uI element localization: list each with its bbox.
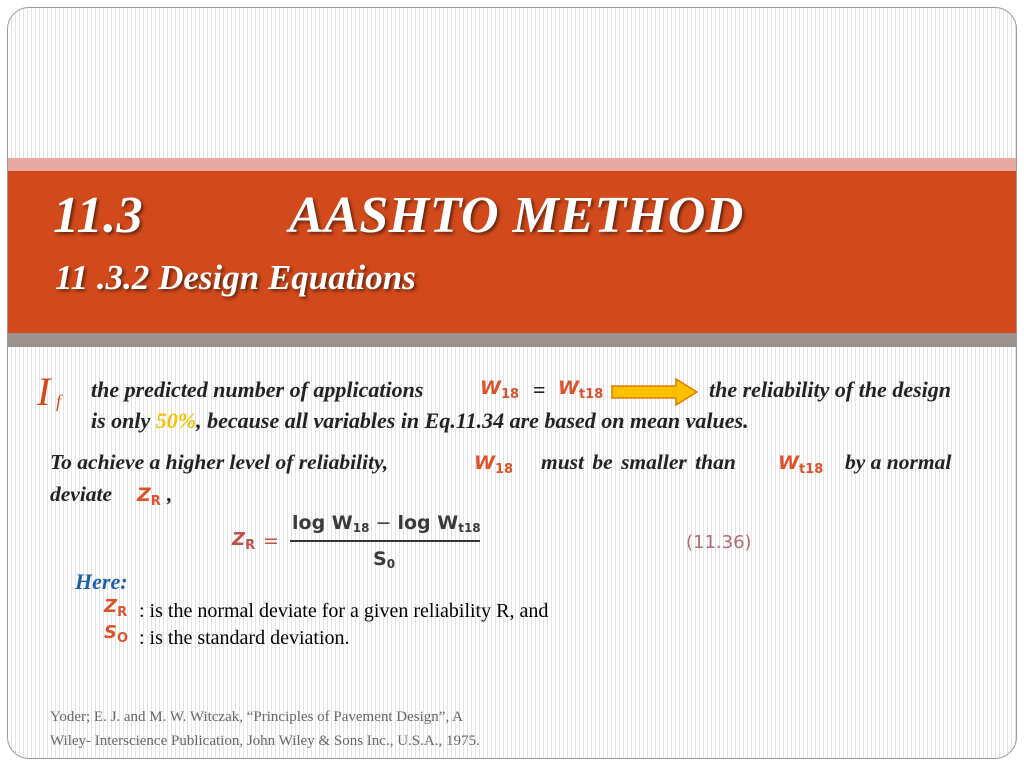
paragraph1-line1-start: the predicted number of applications: [91, 377, 424, 402]
equation-zr: $Z_R$: [232, 529, 256, 553]
paragraph1-line1-end: the reliability of the design: [709, 377, 951, 402]
slide-title: [53, 186, 744, 245]
header-band-top: [8, 158, 1016, 171]
equation-equals: =: [263, 530, 279, 552]
zr-variable: $Z_R$: [137, 484, 161, 509]
reference-line1: Yoder; E. J. and M. W. Witczak, “Principles of Pavement Design”, A: [50, 709, 463, 725]
dropcap-letter: I: [37, 369, 51, 414]
slide-subtitle: 11 .3.2 Design Equations: [55, 258, 416, 297]
paragraph2-line2-a: deviate: [50, 482, 113, 506]
fraction-bar: [290, 540, 480, 542]
definition-zr: $Z_R$: [104, 596, 128, 620]
here-label: Here:: [75, 569, 128, 594]
section-number: 11.3: [53, 187, 144, 244]
wt18-variable: $W_{t18}$: [778, 452, 824, 477]
equation-denominator: $S_0$: [373, 548, 396, 571]
header-band-bottom: [8, 333, 1016, 347]
paragraph2-line2-b: ,: [167, 482, 173, 506]
paragraph2-line1-a: To achieve a higher level of reliability,: [50, 450, 389, 474]
paragraph1-line2: is only 50%, because all variables in Eq.11.34 are based on mean values.: [91, 408, 749, 433]
paragraph2-line1-c: by a normal: [845, 450, 952, 474]
reference-line2: Wiley- Interscience Publication, John Wiley & Sons Inc., U.S.A., 1975.: [50, 733, 480, 749]
equation-numerator: $\log W_{18} - \log W_{t18}$: [292, 512, 481, 535]
wt18-variable: $W_{t18}$: [558, 377, 604, 402]
title-text: AASHTO METHOD: [289, 187, 744, 244]
w18-variable: $W_{18}$: [480, 377, 520, 402]
equation-number: (11.36): [686, 532, 752, 553]
equals-sign: =: [533, 377, 546, 402]
definition-s-text: : is the standard deviation.: [139, 627, 350, 649]
right-arrow-icon: [610, 377, 700, 407]
fifty-percent-highlight: 50%: [155, 408, 197, 433]
w18-variable: $W_{18}$: [474, 452, 514, 477]
definition-z-text: : is the normal deviate for a given reliability R, and: [139, 600, 549, 622]
paragraph2-line1-b: must be smaller than: [541, 450, 736, 474]
dropcap-small-letter: f: [56, 391, 62, 411]
definition-so: $S_O$: [104, 622, 129, 646]
